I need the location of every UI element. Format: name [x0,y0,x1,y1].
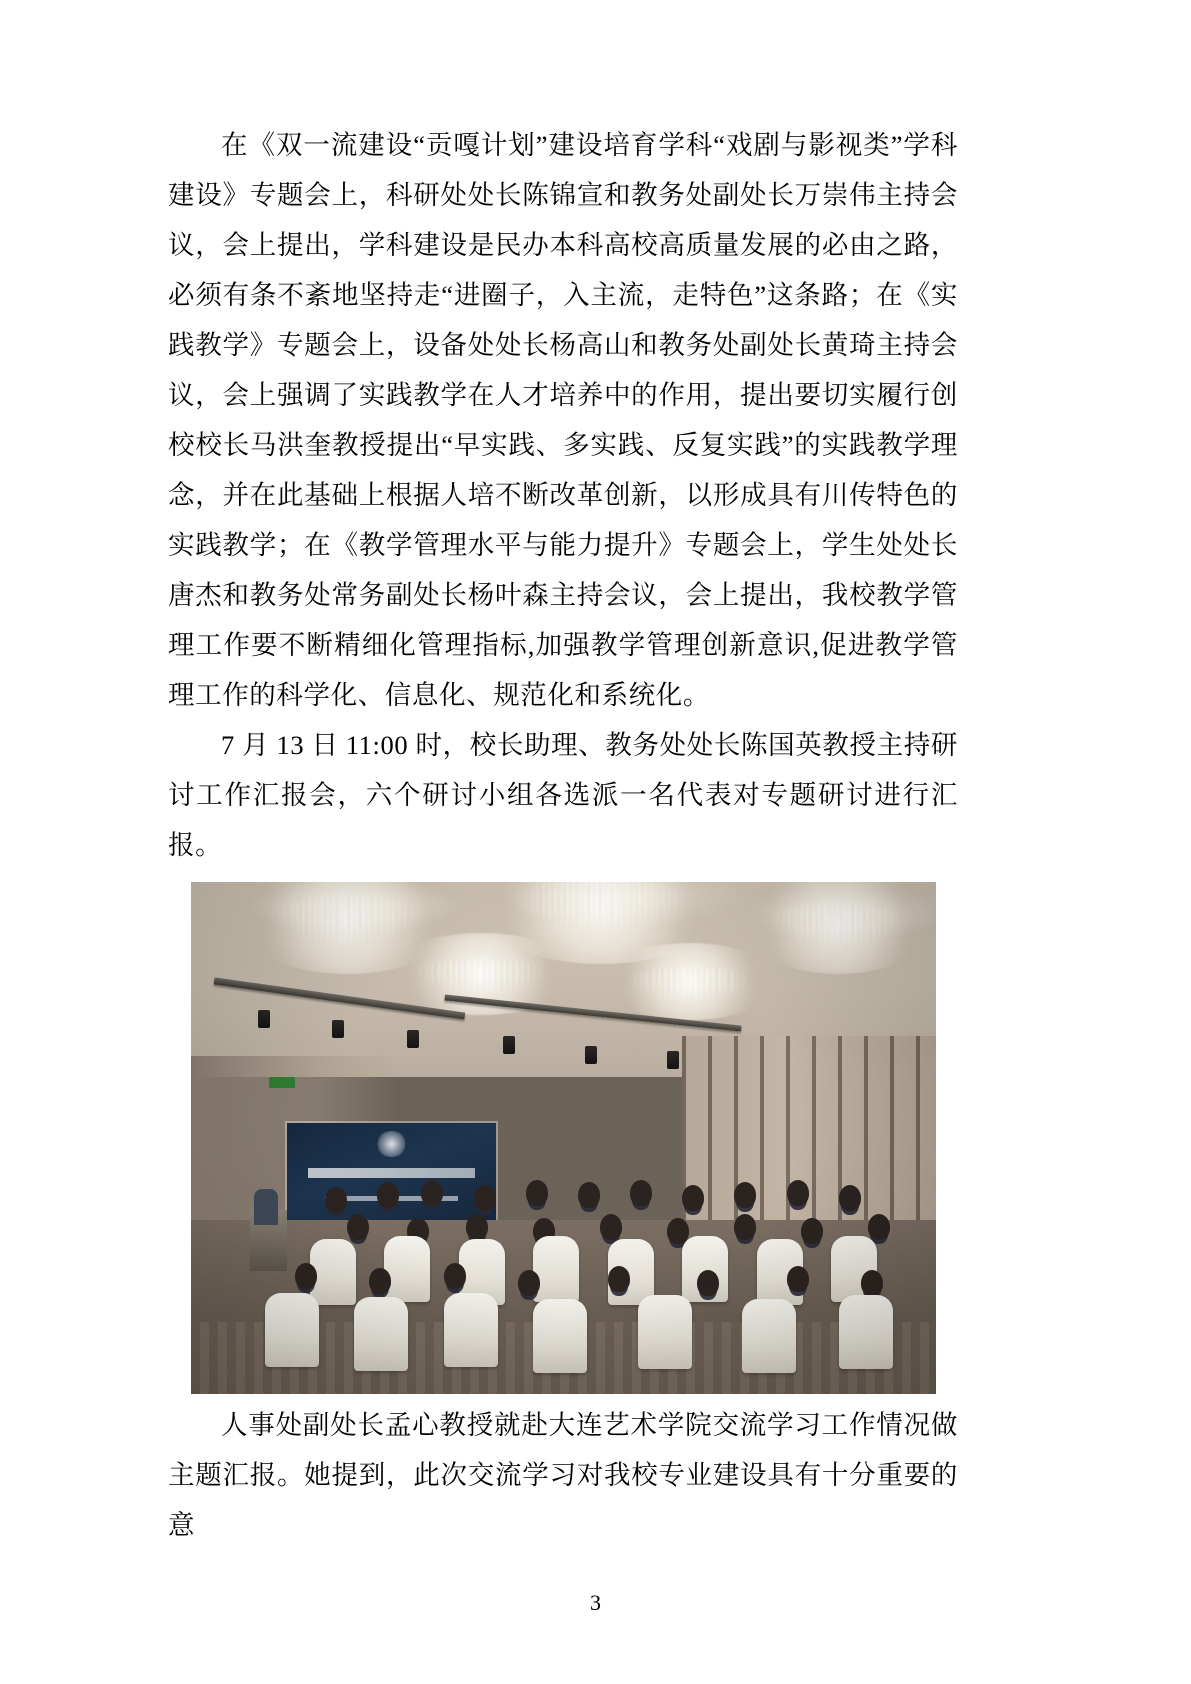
page-content [168,120,958,1550]
conference-photo [191,882,936,1394]
paragraph-2: 7 月 13 日 11:00 时，校长助理、教务处处长陈国英教授主持研讨工作汇报会，六个研讨小组各选派一名代表对专题研讨进行汇报。 [168,730,958,860]
paragraph-3: 人事处副处长孟心教授就赴大连艺术学院交流学习工作情况做主题汇报。她提到，此次交流学习对我校专业建设具有十分重要的意 [168,1410,958,1540]
figure-container [168,882,958,1394]
paragraph-1: 在《双一流建设“贡嘎计划”建设培育学科“戏剧与影视类”学科建设》专题会上，科研处处长陈锦宣和教务处副处长万崇伟主持会议，会上提出，学科建设是民办本科高校高质量发展的必由之路，必须有条不紊地坚持走“进圈子，入主流，走特色”这条路；在《实践教学》专题会上，设备处处长杨高山和教务处副处长黄琦主持会议，会上强调了实践教学在人才培养中的作用，提出要切实履行创校校长马洪奎教授提出“早实践、多实践、反复实践”的实践教学理念，并在此基础上根据人培不断改革创新，以形成具有川传特色的实践教学；在《教学管理水平与能力提升》专题会上，学生处处长唐杰和教务处常务副处长杨叶森主持会议，会上提出，我校教学管理工作要不断精细化管理指标,加强教学管理创新意识,促进教学管理工作的科学化、信息化、规范化和系统化。 [168,130,958,710]
photo-vignette [191,882,936,1394]
page-number: 3 [590,1590,601,1615]
